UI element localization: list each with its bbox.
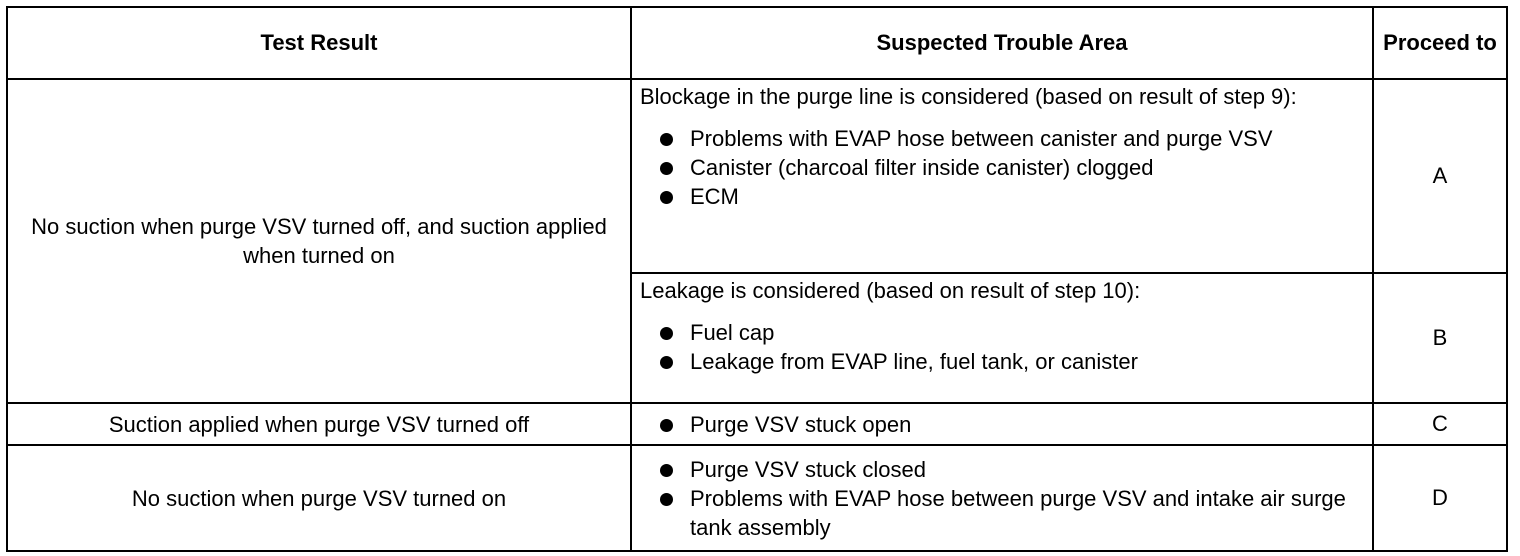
proceed-to-cell: C bbox=[1373, 403, 1507, 445]
trouble-area-cell bbox=[631, 273, 1373, 403]
list-item bbox=[640, 124, 1364, 153]
list-item-text: ECM bbox=[690, 184, 739, 209]
list-item-text: Canister (charcoal filter inside canister) clogged bbox=[690, 155, 1154, 180]
header-test-result: Test Result bbox=[7, 7, 631, 79]
bullet-icon bbox=[660, 133, 673, 146]
trouble-area-list bbox=[640, 124, 1364, 211]
header-row bbox=[7, 7, 1507, 79]
table-row bbox=[7, 445, 1507, 551]
list-item bbox=[640, 153, 1364, 182]
list-item-text: Leakage from EVAP line, fuel tank, or canister bbox=[690, 349, 1138, 374]
list-item bbox=[640, 347, 1364, 376]
list-item bbox=[640, 410, 1364, 439]
trouble-area-intro: Blockage in the purge line is considered (based on result of step 9): bbox=[640, 84, 1297, 109]
trouble-area-intro: Leakage is considered (based on result of step 10): bbox=[640, 278, 1141, 303]
trouble-area-list bbox=[640, 455, 1364, 542]
trouble-area-cell bbox=[631, 445, 1373, 551]
list-item bbox=[640, 455, 1364, 484]
bullet-icon bbox=[660, 327, 673, 340]
trouble-area-cell bbox=[631, 79, 1373, 273]
proceed-to-cell: B bbox=[1373, 273, 1507, 403]
test-result-cell: No suction when purge VSV turned off, and suction applied when turned on bbox=[7, 79, 631, 403]
bullet-icon bbox=[660, 493, 673, 506]
trouble-area-cell bbox=[631, 403, 1373, 445]
bullet-icon bbox=[660, 419, 673, 432]
troubleshooting-table-container bbox=[6, 6, 1508, 552]
header-suspected-trouble-area: Suspected Trouble Area bbox=[631, 7, 1373, 79]
table-row bbox=[7, 79, 1507, 273]
test-result-cell: Suction applied when purge VSV turned off bbox=[7, 403, 631, 445]
bullet-icon bbox=[660, 464, 673, 477]
bullet-icon bbox=[660, 356, 673, 369]
list-item-text: Fuel cap bbox=[690, 320, 775, 345]
list-item bbox=[640, 182, 1364, 211]
trouble-area-list bbox=[640, 318, 1364, 376]
list-item-text: Purge VSV stuck closed bbox=[690, 456, 927, 482]
list-item-text: Problems with EVAP hose between canister and purge VSV bbox=[690, 126, 1273, 151]
trouble-area-list bbox=[640, 410, 1364, 439]
list-item bbox=[640, 484, 1364, 542]
list-item-text: Purge VSV stuck open bbox=[690, 411, 912, 437]
list-item-text: Problems with EVAP hose between purge VSV and intake air surge tank assembly bbox=[690, 485, 1346, 540]
list-item bbox=[640, 318, 1364, 347]
bullet-icon bbox=[660, 162, 673, 175]
header-proceed-to: Proceed to bbox=[1373, 7, 1507, 79]
troubleshooting-table bbox=[6, 6, 1508, 552]
proceed-to-cell: D bbox=[1373, 445, 1507, 551]
table-row bbox=[7, 403, 1507, 445]
bullet-icon bbox=[660, 191, 673, 204]
test-result-cell: No suction when purge VSV turned on bbox=[7, 445, 631, 551]
proceed-to-cell: A bbox=[1373, 79, 1507, 273]
